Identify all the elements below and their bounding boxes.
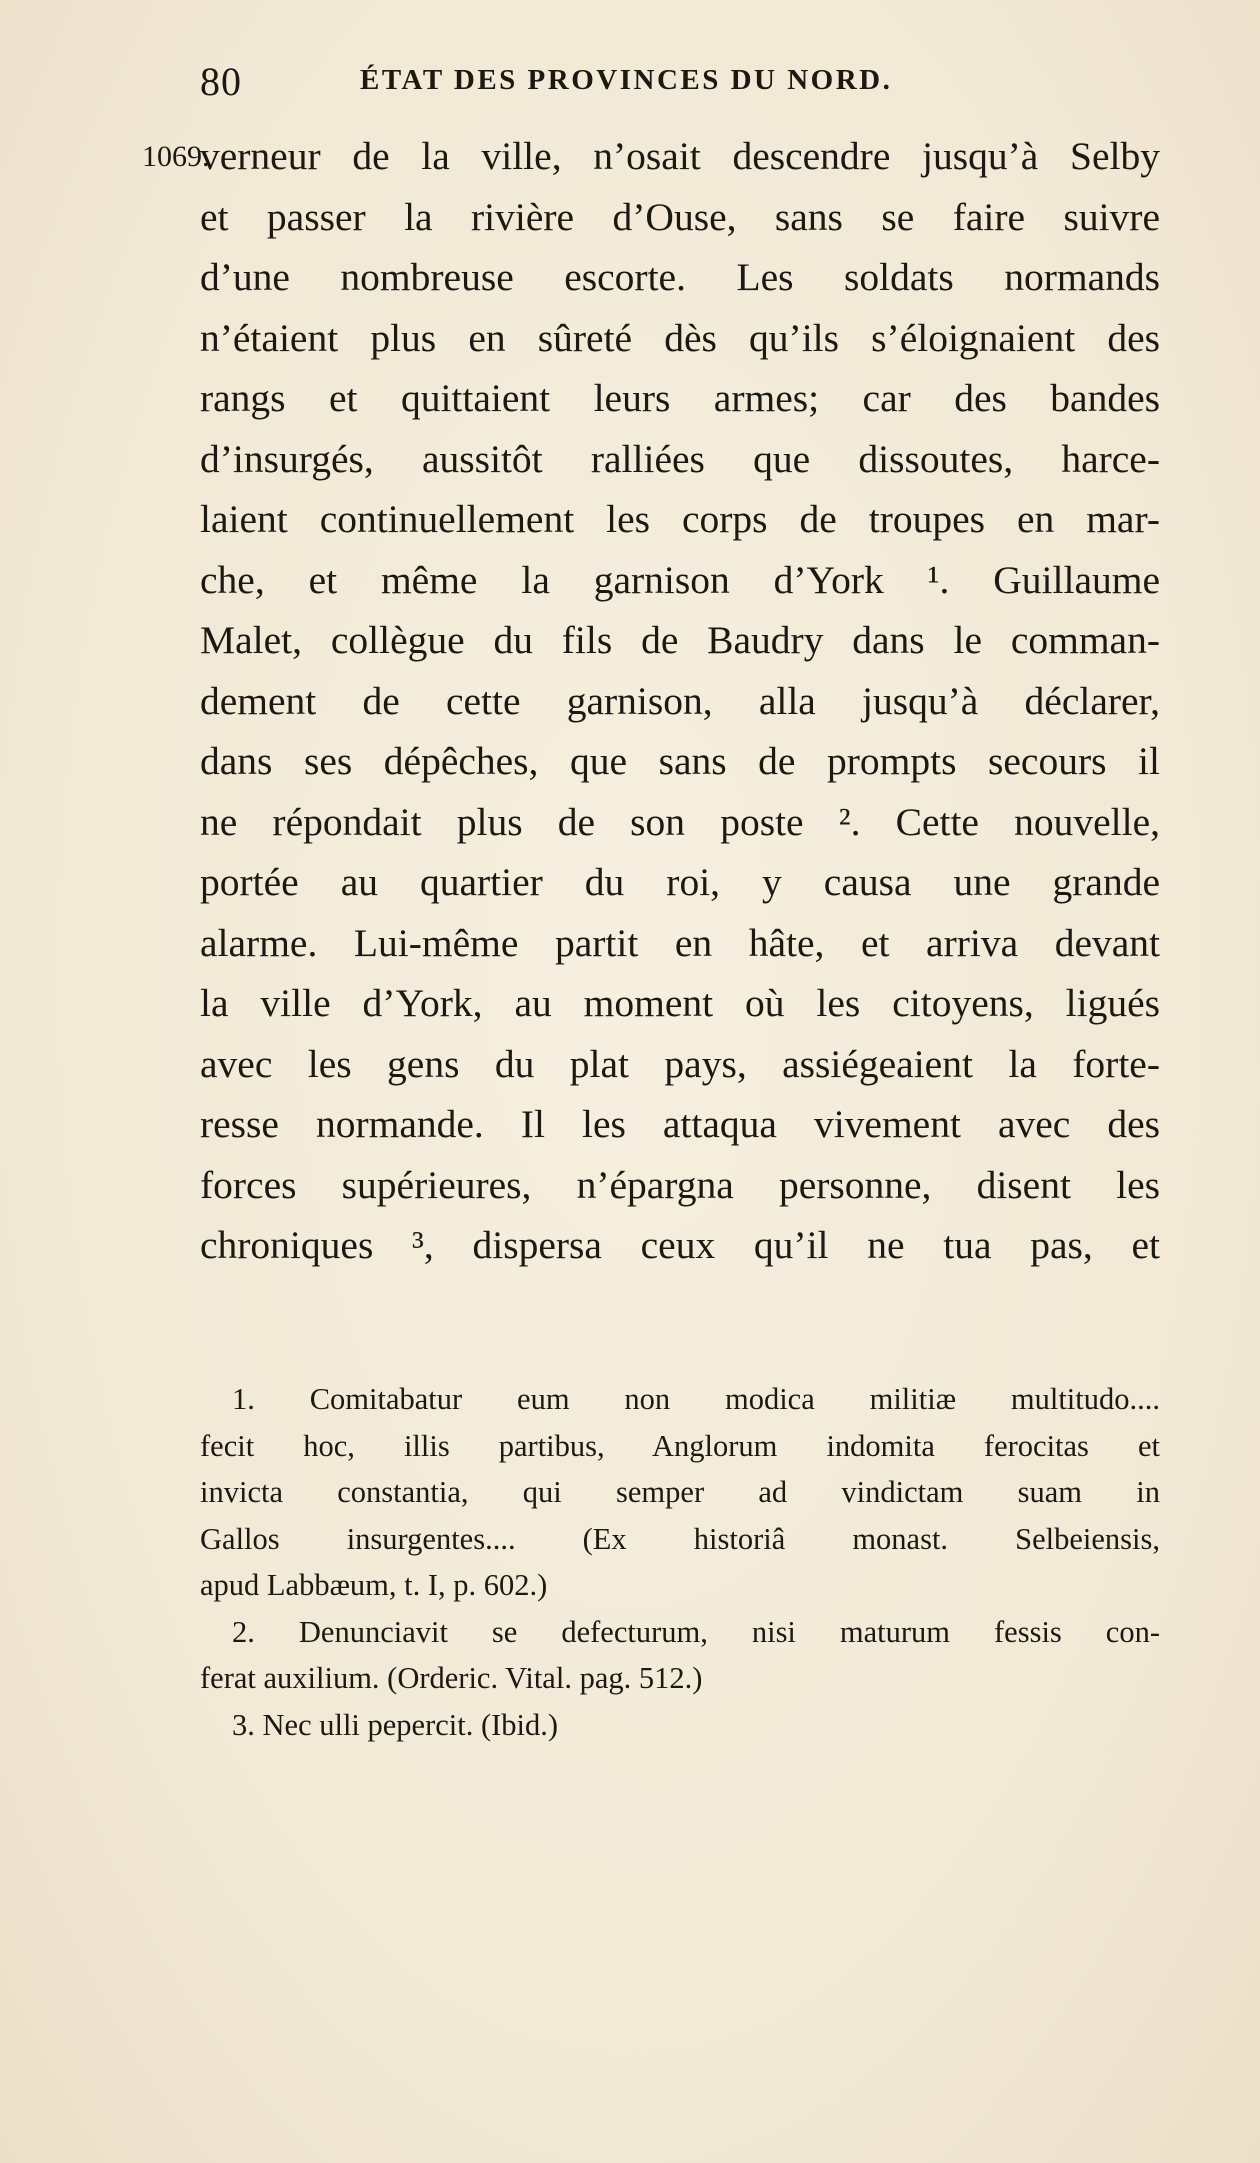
margin-year-note: 1069.: [142, 140, 210, 173]
body-line: d’insurgés, aussitôt ralliées que dissoutes, harce-: [200, 436, 1160, 481]
body-line: la ville d’York, au moment où les citoyens, ligués: [200, 981, 1160, 1025]
body-line: d’une nombreuse escorte. Les soldats normands: [200, 255, 1160, 299]
footnote-line: 2. Denunciavit se defecturum, nisi maturum fessis con-: [232, 1614, 1160, 1649]
footnote-line: fecit hoc, illis partibus, Anglorum indomita ferocitas et: [200, 1428, 1160, 1463]
body-line: chroniques ³, dispersa ceux qu’il ne tua pas, et: [200, 1223, 1160, 1267]
body-line: Malet, collègue du fils de Baudry dans le comman-: [200, 618, 1160, 662]
footnote-line: ferat auxilium. (Orderic. Vital. pag. 512.): [200, 1661, 703, 1695]
running-title: ÉTAT DES PROVINCES DU NORD.: [360, 64, 893, 96]
body-line: et passer la rivière d’Ouse, sans se faire suivre: [200, 194, 1160, 239]
body-line: che, et même la garnison d’York ¹. Guillaume: [200, 557, 1160, 602]
footnote-line: Gallos insurgentes.... (Ex historiâ monast. Selbeiensis,: [200, 1521, 1160, 1556]
footnote-line: 3. Nec ulli pepercit. (Ibid.): [232, 1707, 559, 1742]
body-line: dans ses dépêches, que sans de prompts secours il: [200, 739, 1160, 783]
body-text: [200, 126, 1160, 1276]
body-line: alarme. Lui-même partit en hâte, et arriva devant: [200, 920, 1160, 965]
body-line: resse normande. Il les attaqua vivement avec des: [200, 1102, 1160, 1146]
body-line: portée au quartier du roi, y causa une grande: [200, 860, 1160, 904]
body-line: rangs et quittaient leurs armes; car des bandes: [200, 376, 1160, 420]
page-header: [200, 58, 1160, 108]
footnote-line: 1. Comitabatur eum non modica militiæ multitudo....: [232, 1382, 1160, 1416]
footnotes: [200, 1376, 1160, 1748]
body-line: verneur de la ville, n’osait descendre jusqu’à Selby: [200, 134, 1160, 178]
body-line: dement de cette garnison, alla jusqu’à déclarer,: [200, 678, 1160, 723]
body-line: avec les gens du plat pays, assiégeaient la forte-: [200, 1041, 1160, 1086]
body-line: forces supérieures, n’épargna personne, disent les: [200, 1162, 1160, 1207]
body-line: laient continuellement les corps de troupes en mar-: [200, 497, 1160, 541]
page-number: 80: [200, 59, 242, 104]
footnote-line: invicta constantia, qui semper ad vindictam suam in: [200, 1475, 1160, 1509]
footnote-line: apud Labbæum, t. I, p. 602.): [200, 1568, 548, 1602]
body-line: ne répondait plus de son poste ². Cette nouvelle,: [200, 799, 1160, 844]
body-line: n’étaient plus en sûreté dès qu’ils s’éloignaient des: [200, 315, 1160, 360]
